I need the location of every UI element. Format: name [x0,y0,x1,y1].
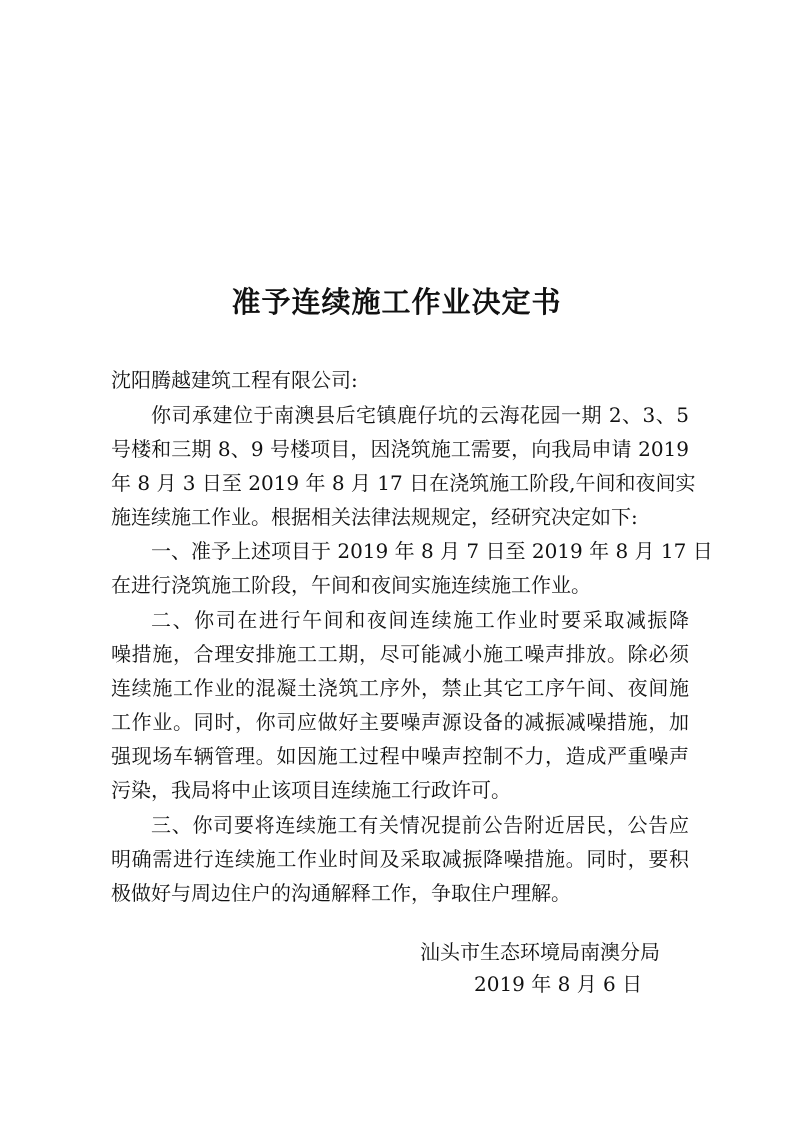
paragraph-2-line-2: 在进行浇筑施工阶段，午间和夜间实施连续施工作业。 [111,573,591,597]
paragraph-3-line-5: 强现场车辆管理。如因施工过程中噪声控制不力，造成严重噪声 [111,744,689,768]
paragraph-3-line-3: 连续施工作业的混凝土浇筑工序外，禁止其它工序午间、夜间施 [111,676,689,700]
paragraph-1-line-1: 你司承建位于南澳县后宅镇鹿仔坑的云海花园一期 2、3、5 [151,403,689,427]
document-title: 准予连续施工作业决定书 [231,285,562,319]
paragraph-1-line-4: 施连续施工作业。根据相关法律法规规定，经研究决定如下: [111,505,638,529]
paragraph-4-line-1: 三、你司要将连续施工有关情况提前公告附近居民，公告应 [151,813,689,837]
paragraph-1-line-2: 号楼和三期 8、9 号楼项目，因浇筑施工需要，向我局申请 2019 [111,437,689,461]
addressee: 沈阳腾越建筑工程有限公司: [111,368,358,392]
paragraph-1-line-3: 年 8 月 3 日至 2019 年 8 月 17 日在浇筑施工阶段,午间和夜间实 [111,471,696,495]
paragraph-4-line-2: 明确需进行连续施工作业时间及采取减振降噪措施。同时，要积 [111,847,689,871]
paragraph-3-line-4: 工作业。同时，你司应做好主要噪声源设备的减振减噪措施，加 [111,710,689,734]
paragraph-3-line-1: 二、你司在进行午间和夜间连续施工作业时要采取减振降 [151,608,689,632]
paragraph-3-line-2: 噪措施，合理安排施工工期，尽可能减小施工噪声排放。除必须 [111,642,689,666]
paragraph-2-line-1: 一、准予上述项目于 2019 年 8 月 7 日至 2019 年 8 月 17 日 [151,539,713,563]
signature-organization: 汕头市生态环境局南澳分局 [420,940,660,964]
paragraph-4-line-3: 极做好与周边住户的沟通解释工作，争取住户理解。 [111,881,571,905]
signature-date: 2019 年 8 月 6 日 [474,972,643,996]
paragraph-3-line-6: 污染，我局将中止该项目连续施工行政许可。 [111,778,511,802]
